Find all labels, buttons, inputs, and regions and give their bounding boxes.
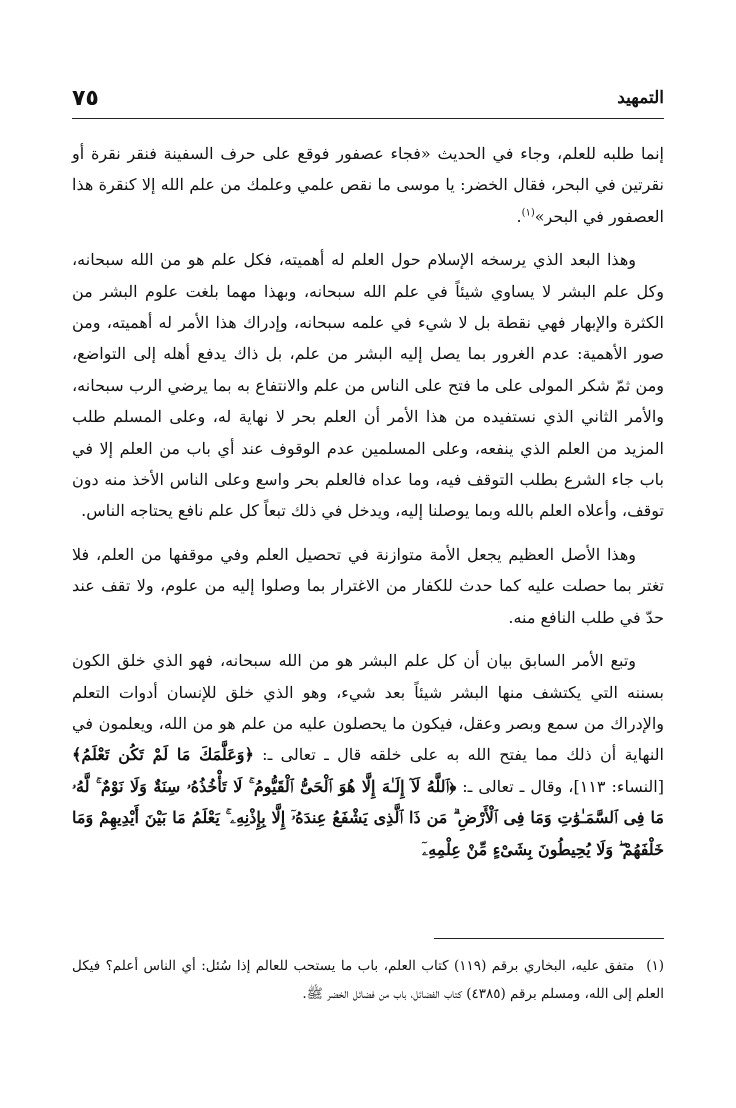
footnote-1: [72, 952, 664, 1008]
footnote-reference: (١): [521, 207, 535, 219]
paragraph-2: وهذا البعد الذي يرسخه الإسلام حول العلم له أهميته، فكل علم هو من الله سبحانه، وكل علم البشر لا يساوي شيئاً في علم الله سبحانه، وبهذا مهما بلغت علوم البشر من الكثرة والإبهار فهي نقطة بل لا شيء في علمه سبحانه، وإدراك هذا الأمر له أهميته، ومن صور الأهمية: عدم الغرور بما يصل إليه البشر من علم، بل ذاك يدفع أهله إلى التواضع، ومن ثمّ شكر المولى على ما فتح على الناس من علم والانتفاع به بما يرضي الرب سبحانه، والأمر الثاني الذي نستفيده من هذا الأمر أن العلم بحر لا نهاية له، وعلى المسلم طلب المزيد من العلم الذي ينفعه، وعلى المسلمين عدم الوقوف عند أي باب من العلم إلا في باب جاء الشرع بطلب التوقف فيه، وما عداه فالعلم بحر واسع وعلى الناس الأخذ منه دون توقف، وأعلاه العلم بالله وبما يوصلنا إليه، ويدخل في ذلك تبعاً كل علم نافع يحتاجه الناس.: [72, 250, 665, 521]
paragraph-1: [72, 138, 664, 232]
paragraph-4-text-a: وتبع الأمر السابق بيان أن كل علم البشر هو من الله سبحانه، فهو الذي خلق الكون بسننه التي يكتشف منها البشر شيئاً بعد شيء، وهو الذي خلق للإنسان أدوات التعلم والإدراك من سمع وبصر وعقل، فيكون ما يحصلون عليه من علم هو من الله، ويعلمون في النهاية أن ذلك مما يفتح الله به على خلقه قال ـ تعالى ـ:: [72, 651, 664, 765]
page-number: ٧٥: [72, 86, 99, 111]
paragraph-1-end: .: [516, 206, 522, 226]
paragraph-4: [72, 645, 664, 865]
footnote-rule: [434, 938, 664, 939]
running-title: التمهيد: [617, 88, 664, 108]
header-rule: [72, 118, 664, 119]
paragraph-4-text-b: [النساء: ١١٣]، وقال ـ تعالى ـ:: [462, 776, 664, 796]
main-text: [72, 138, 664, 877]
running-header: [72, 88, 664, 120]
footnotes: [72, 952, 664, 1008]
footnote-text: متفق عليه، البخاري برقم (١١٩) كتاب العلم، باب ما يستحب للعالم إذا سُئل: أي الناس أعلم؟ فيكل العلم إلى الله، ومسلم برقم (٤٣٨٥) كتاب الفضائل، باب من فضائل الخضر ﷺ.: [72, 958, 664, 1002]
quran-verse-2: ﴿ٱللَّهُ لَآ إِلَـٰهَ إِلَّا هُوَ ٱلْحَىُّ ٱلْقَيُّومُ ۚ لَا تَأْخُذُهُۥ سِنَةٌ وَلَا نَوْمٌ ۚ لَّهُۥ مَا فِى ٱلسَّمَـٰوَٰتِ وَمَا فِى ٱلْأَرْضِ ۗ مَن ذَا ٱلَّذِى يَشْفَعُ عِندَهُۥٓ إِلَّا بِإِذْنِهِۦ ۚ يَعْلَمُ مَا بَيْنَ أَيْدِيهِمْ وَمَا خَلْفَهُمْ ۖ وَلَا يُحِيطُونَ بِشَىْءٍ مِّنْ عِلْمِهِۦٓ: [72, 776, 664, 859]
paragraph-1-text: إنما طلبه للعلم، وجاء في الحديث «فجاء عصفور فوقع على حرف السفينة فنقر نقرة أو نقرتين في البحر، فقال الخضر: يا موسى ما نقص علمي وعلمك من علم الله إلا كنقرة هذا العصفور في البحر»: [72, 144, 664, 226]
paragraph-3: وهذا الأصل العظيم يجعل الأمة متوازنة في تحصيل العلم وفي موقفها من العلم، فلا تغتر بما حصلت عليه كما حدث للكفار من الاغترار بما وصلوا إليه من علوم، ولا تقف عند حدّ في طلب النافع منه.: [72, 544, 664, 627]
footnote-number: (١): [646, 958, 665, 974]
quran-verse-1: ﴿وَعَلَّمَكَ مَا لَمْ تَكُن تَعْلَمُ﴾: [72, 745, 254, 765]
